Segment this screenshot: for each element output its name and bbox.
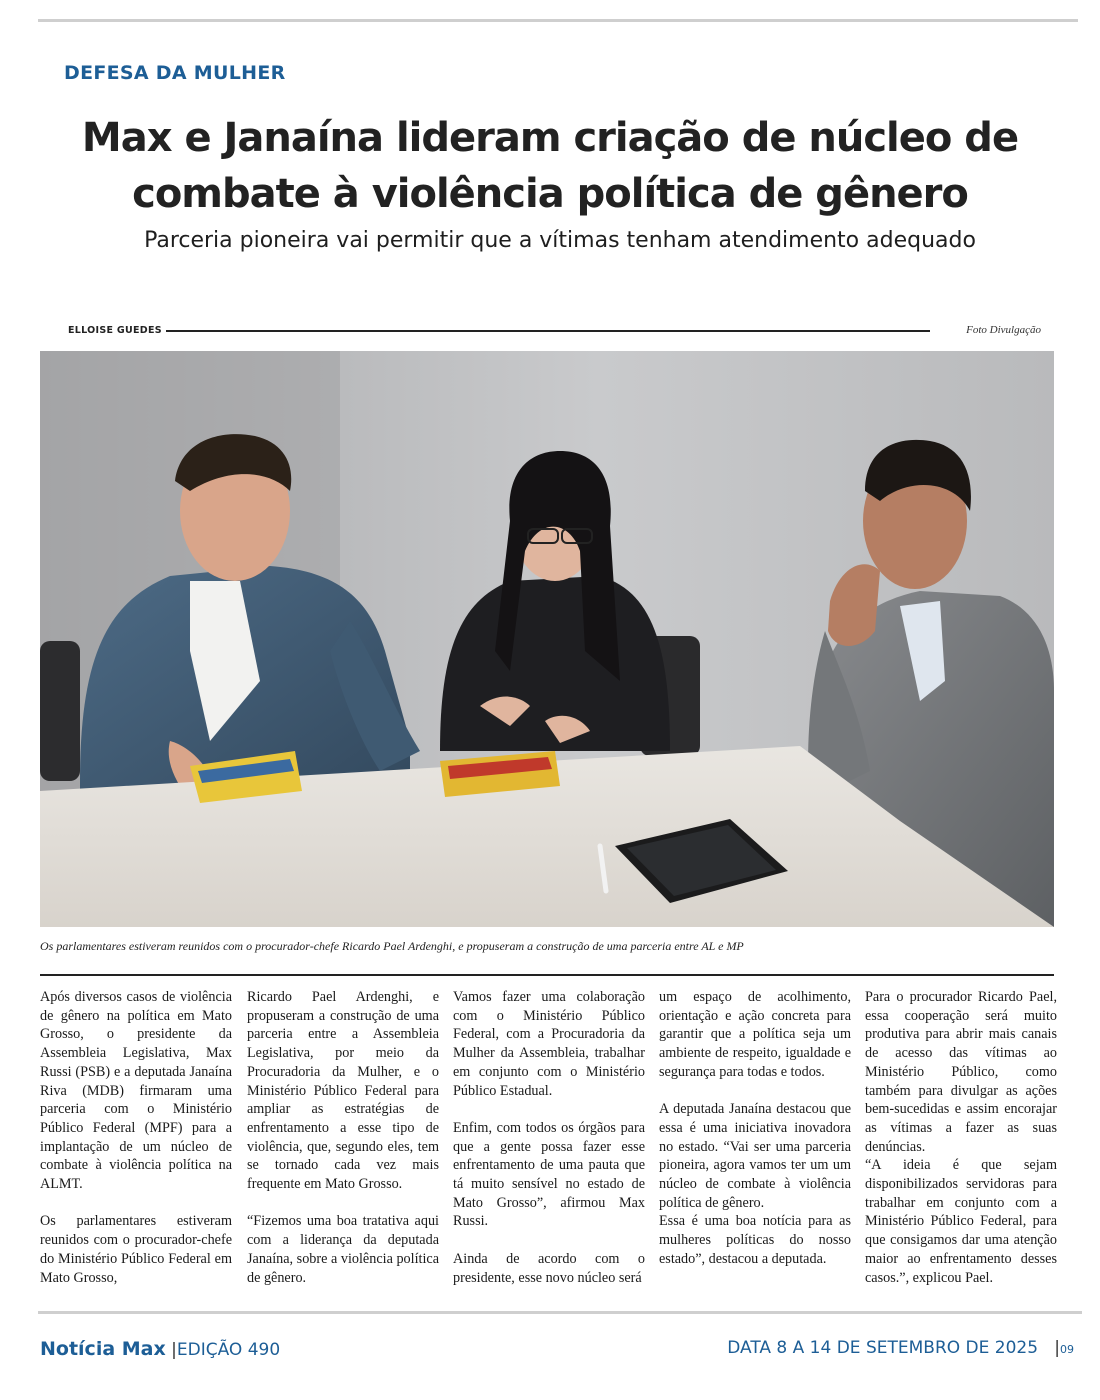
byline-rule (166, 330, 930, 332)
byline-author: ELLOISE GUEDES (68, 325, 162, 336)
photo-credit: Foto Divulgação (966, 324, 1041, 336)
meeting-photo (40, 351, 1054, 927)
paragraph: Essa é uma boa notícia para as mulheres políticas do nosso estado”, destacou a deputada. (659, 1213, 851, 1267)
footer-right (727, 1338, 1074, 1358)
issue-date: DATA 8 A 14 DE SETEMBRO DE 2025 (727, 1338, 1039, 1358)
edition-number: EDIÇÃO 490 (176, 1340, 281, 1360)
publication-name: Notícia Max (40, 1338, 166, 1360)
headline-line-1: Max e Janaína lideram criação de núcleo de (81, 115, 1019, 161)
footer-separator: | (1043, 1338, 1060, 1358)
footer-separator: | (171, 1340, 177, 1360)
article-column-1 (40, 988, 232, 1287)
paragraph: Ricardo Pael Ardenghi, e propuseram a construção de uma parceria entre a Assembleia Legislativa, por meio da Procuradoria da Mulher, e o Ministério Público Federal para ampliar as estratégias de enfrentamento a esse tipo de violência, que, segundo eles, tem se tornado cada vez mais frequente em Mato Grosso. (247, 989, 439, 1193)
paragraph: Vamos fazer uma colaboração com o Ministério Público Federal, com a Procuradoria da Mulher da Assembleia, trabalhar em conjunto com o Ministério Público Estadual. (453, 989, 645, 1099)
article-column-5 (865, 988, 1057, 1287)
bottom-rule (38, 1311, 1082, 1314)
paragraph: Enfim, com todos os órgãos para que a gente possa fazer esse enfrentamento de uma pauta que tá muito sensível no estado de Mato Grosso”, afirmou Max Russi. (453, 1119, 645, 1230)
paragraph: Após diversos casos de violência de gênero na política em Mato Grosso, o presidente da Assembleia Legislativa, Max Russi (PSB) e a deputada Janaína Riva (MDB) firmaram uma parceria com o Ministério Público Federal (MPF) para a implantação de um núcleo de combate à violência política na ALMT. (40, 989, 232, 1193)
article-column-4 (659, 988, 851, 1269)
section-label: DEFESA DA MULHER (64, 62, 286, 84)
paragraph: Os parlamentares estiveram reunidos com o procurador-chefe do Ministério Público Federal em Mato Grosso, (40, 1213, 232, 1286)
paragraph: Para o procurador Ricardo Pael, essa cooperação será muito produtiva para abrir mais canais de acesso das vítimas ao Ministério Público, como também para divulgar as ações bem-sucedidas e assim encorajar as vítimas a fazer as suas denúncias. (865, 989, 1057, 1155)
headline (0, 110, 1100, 222)
paragraph: Ainda de acordo com o presidente, esse novo núcleo será (453, 1250, 645, 1286)
photo-caption: Os parlamentares estiveram reunidos com o procurador-chefe Ricardo Pael Ardenghi, e propuseram a construção de uma parceria entre AL e MP (40, 939, 744, 953)
top-rule (38, 19, 1078, 22)
footer-left (40, 1338, 280, 1360)
caption-rule (40, 974, 1054, 976)
subheadline: Parceria pioneira vai permitir que a vítimas tenham atendimento adequado (144, 228, 976, 253)
paragraph: A deputada Janaína destacou que essa é uma iniciativa inovadora no estado. “Vai ser uma parceria pioneira, agora vamos ter um um núcleo de combate à violência política de gênero. (659, 1101, 851, 1211)
page-number: 09 (1060, 1343, 1074, 1356)
paragraph: “Fizemos uma boa tratativa aqui com a liderança da deputada Janaína, sobre a violência política de gênero. (247, 1213, 439, 1286)
article-column-3 (453, 988, 645, 1287)
article-column-2 (247, 988, 439, 1287)
paragraph: um espaço de acolhimento, orientação e ação concreta para garantir que a política seja um ambiente de respeito, igualdade e segurança para todas e todos. (659, 989, 851, 1080)
headline-line-2: combate à violência política de gênero (132, 171, 968, 217)
paragraph: “A ideia é que sejam disponibilizados servidoras para trabalhar em conjunto com a Ministério Público Federal, para que consigamos dar uma atenção maior ao enfrentamento desses casos.”, explicou Pael. (865, 1157, 1057, 1286)
